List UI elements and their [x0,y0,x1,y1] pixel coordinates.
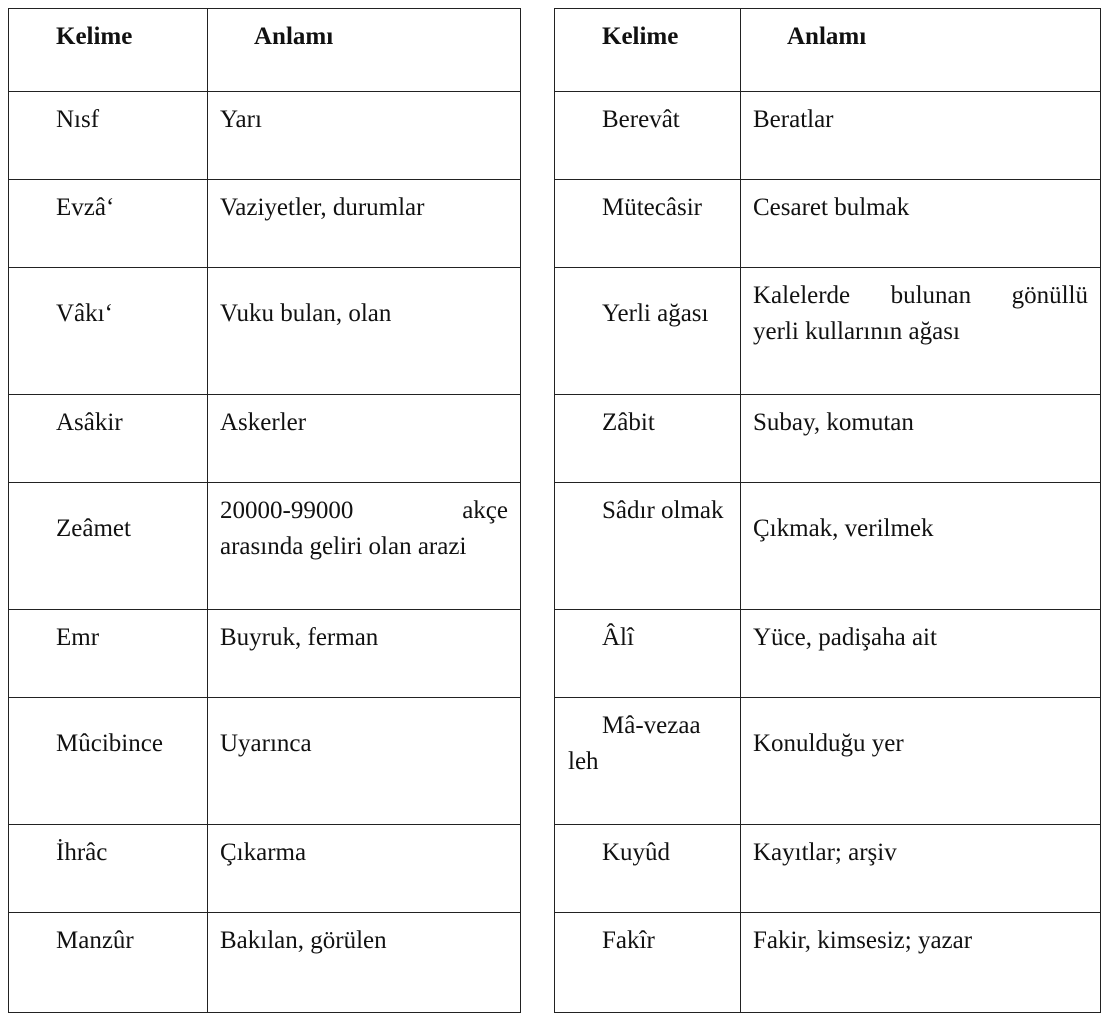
word-cell: Asâkir [9,395,208,483]
meaning-cell [208,483,521,610]
table-row [555,698,1101,825]
meaning-line: arasında geliri olan arazi [220,533,467,560]
table-row [9,913,521,1013]
word-cell: Sâdır olmak [555,483,741,610]
word-cell: Fakîr [555,913,741,1013]
meaning-cell: Buyruk, ferman [208,610,521,698]
word-cell: Zâbit [555,395,741,483]
word-cell: Mûcibince [9,698,208,825]
table-row [555,825,1101,913]
word-cell: Manzûr [9,913,208,1013]
table-row [555,268,1101,395]
word-cell: Zeâmet [9,483,208,610]
meaning-cell: Cesaret bulmak [741,180,1101,268]
table-row [9,825,521,913]
meaning-cell: Fakir, kimsesiz; yazar [741,913,1101,1013]
word-cell: İhrâc [9,825,208,913]
meaning-cell: Vuku bulan, olan [208,268,521,395]
table-row [9,395,521,483]
meaning-cell: Vaziyetler, durumlar [208,180,521,268]
word-cell: Evzâ‘ [9,180,208,268]
header-word: Kelime [555,9,741,92]
meaning-cell: Kayıtlar; arşiv [741,825,1101,913]
table-row [9,483,521,610]
meaning-cell [741,268,1101,395]
header-meaning: Anlamı [208,9,521,92]
word-cell: Kuyûd [555,825,741,913]
meaning-cell: Askerler [208,395,521,483]
header-meaning: Anlamı [741,9,1101,92]
word-cell: Mütecâsir [555,180,741,268]
table-row [555,395,1101,483]
meaning-cell: Çıkarma [208,825,521,913]
table-row [555,913,1101,1013]
word-cell: Vâkı‘ [9,268,208,395]
table-row [9,610,521,698]
word-cell: Yerli ağası [555,268,741,395]
table-header-row [9,9,521,92]
table-header-row [555,9,1101,92]
meaning-cell: Bakılan, görülen [208,913,521,1013]
table-row [555,180,1101,268]
meaning-cell: Yüce, padişaha ait [741,610,1101,698]
table-row [9,698,521,825]
meaning-cell: Beratlar [741,92,1101,180]
meaning-line: 20000-99000 akçe [220,497,508,524]
table-row [9,180,521,268]
meaning-line: yerli kullarının ağası [753,318,960,345]
word-cell: Nısf [9,92,208,180]
table-row [555,92,1101,180]
table-row [555,483,1101,610]
word-cell: Emr [9,610,208,698]
meaning-cell: Çıkmak, verilmek [741,483,1101,610]
word-cell: Mâ-vezaa leh [555,698,741,825]
table-row [555,610,1101,698]
meaning-line: Kalelerde bulunan gönüllü [753,282,1088,309]
glossary-table-right [554,8,1101,1013]
table-row [9,92,521,180]
word-cell: Berevât [555,92,741,180]
meaning-cell: Subay, komutan [741,395,1101,483]
meaning-cell: Konulduğu yer [741,698,1101,825]
word-cell: Âlî [555,610,741,698]
meaning-cell: Yarı [208,92,521,180]
meaning-cell: Uyarınca [208,698,521,825]
glossary-table-left [8,8,521,1013]
table-row [9,268,521,395]
header-word: Kelime [9,9,208,92]
